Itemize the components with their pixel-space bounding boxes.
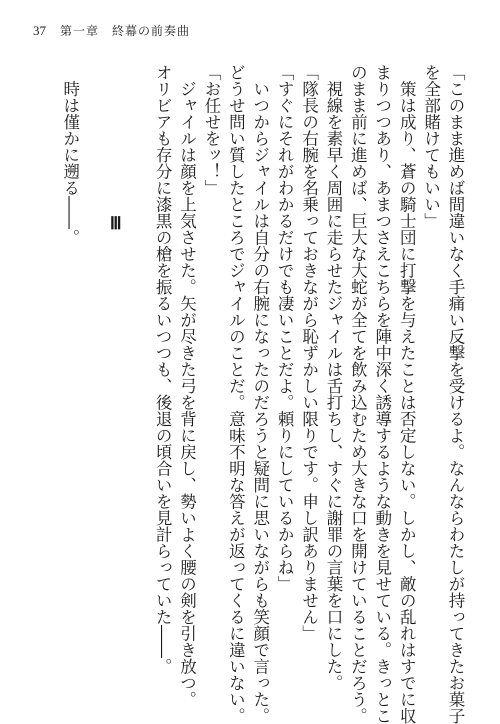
text-line: いつからジャイルは自分の右腕になったのだろうと疑問に思いながらも笑顔で言った。 <box>250 64 270 724</box>
text-line: のまま前に進めば、巨大な大蛇が全てを飲み込むため大きな口を開けていることだろう。 <box>348 64 368 724</box>
chapter-title: 第一章 終幕の前奏曲 <box>60 24 191 38</box>
text-line: まりつつあり、あまつさえこちらを陣中深く誘導するような動きを見せている。きっとこ <box>372 64 392 724</box>
text-line: どうせ問い質したところでジャイルのことだ。意味不明な答えが返ってくるに違いない。 <box>226 64 246 724</box>
text-line: 「隊長の右腕を名乗っておきながら恥ずかしい限りです。申し訳ありません」 <box>299 64 319 642</box>
text-line: 「すぐにそれがわかるだけでも凄いことだよ。頼りにしているからね」 <box>275 64 295 592</box>
vertical-text-body <box>57 64 467 724</box>
text-line: 視線を素早く周囲に走らせたジャイルは舌打ちし、すぐに謝罪の言葉を口にした。 <box>323 64 343 691</box>
text-line: 策は成り、蒼の騎士団に打撃を与えたことは否定しない。しかし、敵の乱れはすでに収 <box>397 64 417 724</box>
page-number: 37 <box>33 23 46 38</box>
text-line: 「お任せをッ！」 <box>201 64 221 196</box>
running-header <box>33 24 190 38</box>
text-line: 「このまま進めば間違いなく手痛い反撃を受けるよ。なんならわたしが持ってきたお菓子 <box>446 64 465 724</box>
text-line: を全部賭けてもいい」 <box>421 64 441 229</box>
text-line: オリビアも存分に漆黒の槍を振るいつつも、後退の頃合いを見計らっていた――。 <box>153 64 173 675</box>
text-line: 時は僅かに遡る――。 <box>60 64 80 246</box>
text-line: ジャイルは顔を上気させた。矢が尽きた弓を背に戻し、勢いよく腰の剣を引き放つ。 <box>177 64 197 708</box>
section-heading: Ⅲ <box>106 214 126 234</box>
